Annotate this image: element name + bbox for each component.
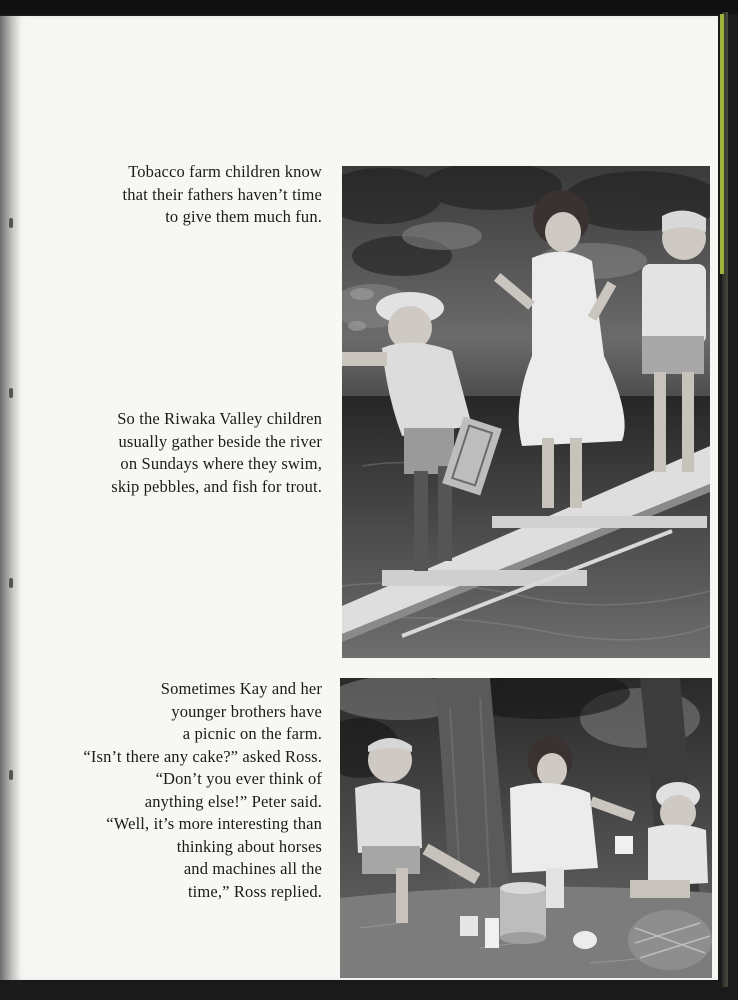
text-line: usually gather beside the river: [118, 431, 322, 451]
text-line: on Sundays where they swim,: [120, 454, 322, 473]
text-line: thinking about horses: [176, 836, 322, 856]
text-line: to give them much fun.: [165, 207, 322, 226]
text-line: Tobacco farm children know: [128, 162, 322, 181]
text-line: So the Riwaka Valley children: [117, 409, 322, 428]
text-line: time,” Ross replied.: [187, 881, 322, 901]
paragraph-riwaka-valley: [40, 408, 322, 498]
photo-children-crossing-bridge: [342, 166, 710, 658]
text-line: “Well, it’s more interesting than: [106, 814, 322, 833]
text-line: and machines all the: [183, 859, 322, 878]
photo-children-picnic: [340, 678, 712, 978]
text-line: skip pebbles, and fish for trout.: [111, 476, 322, 496]
text-line: a picnic on the farm.: [182, 724, 322, 743]
scan-top-edge: [0, 0, 738, 14]
binding-stitch: [9, 578, 13, 588]
book-gutter: [0, 16, 14, 980]
paragraph-tobacco-farm: [60, 161, 322, 229]
text-line: “Don’t you ever think of: [155, 769, 322, 788]
paragraph-picnic-dialogue: [30, 678, 322, 903]
binding-stitch: [9, 388, 13, 398]
binding-stitch: [9, 218, 13, 228]
text-line: anything else!” Peter said.: [144, 791, 322, 811]
text-line: Sometimes Kay and her: [160, 679, 322, 698]
cover-green-strip: [720, 14, 724, 274]
text-line: younger brothers have: [171, 701, 322, 721]
binding-stitch: [9, 770, 13, 780]
text-line: that their fathers haven’t time: [122, 184, 322, 204]
text-line: “Isn’t there any cake?” asked Ross.: [83, 746, 322, 766]
